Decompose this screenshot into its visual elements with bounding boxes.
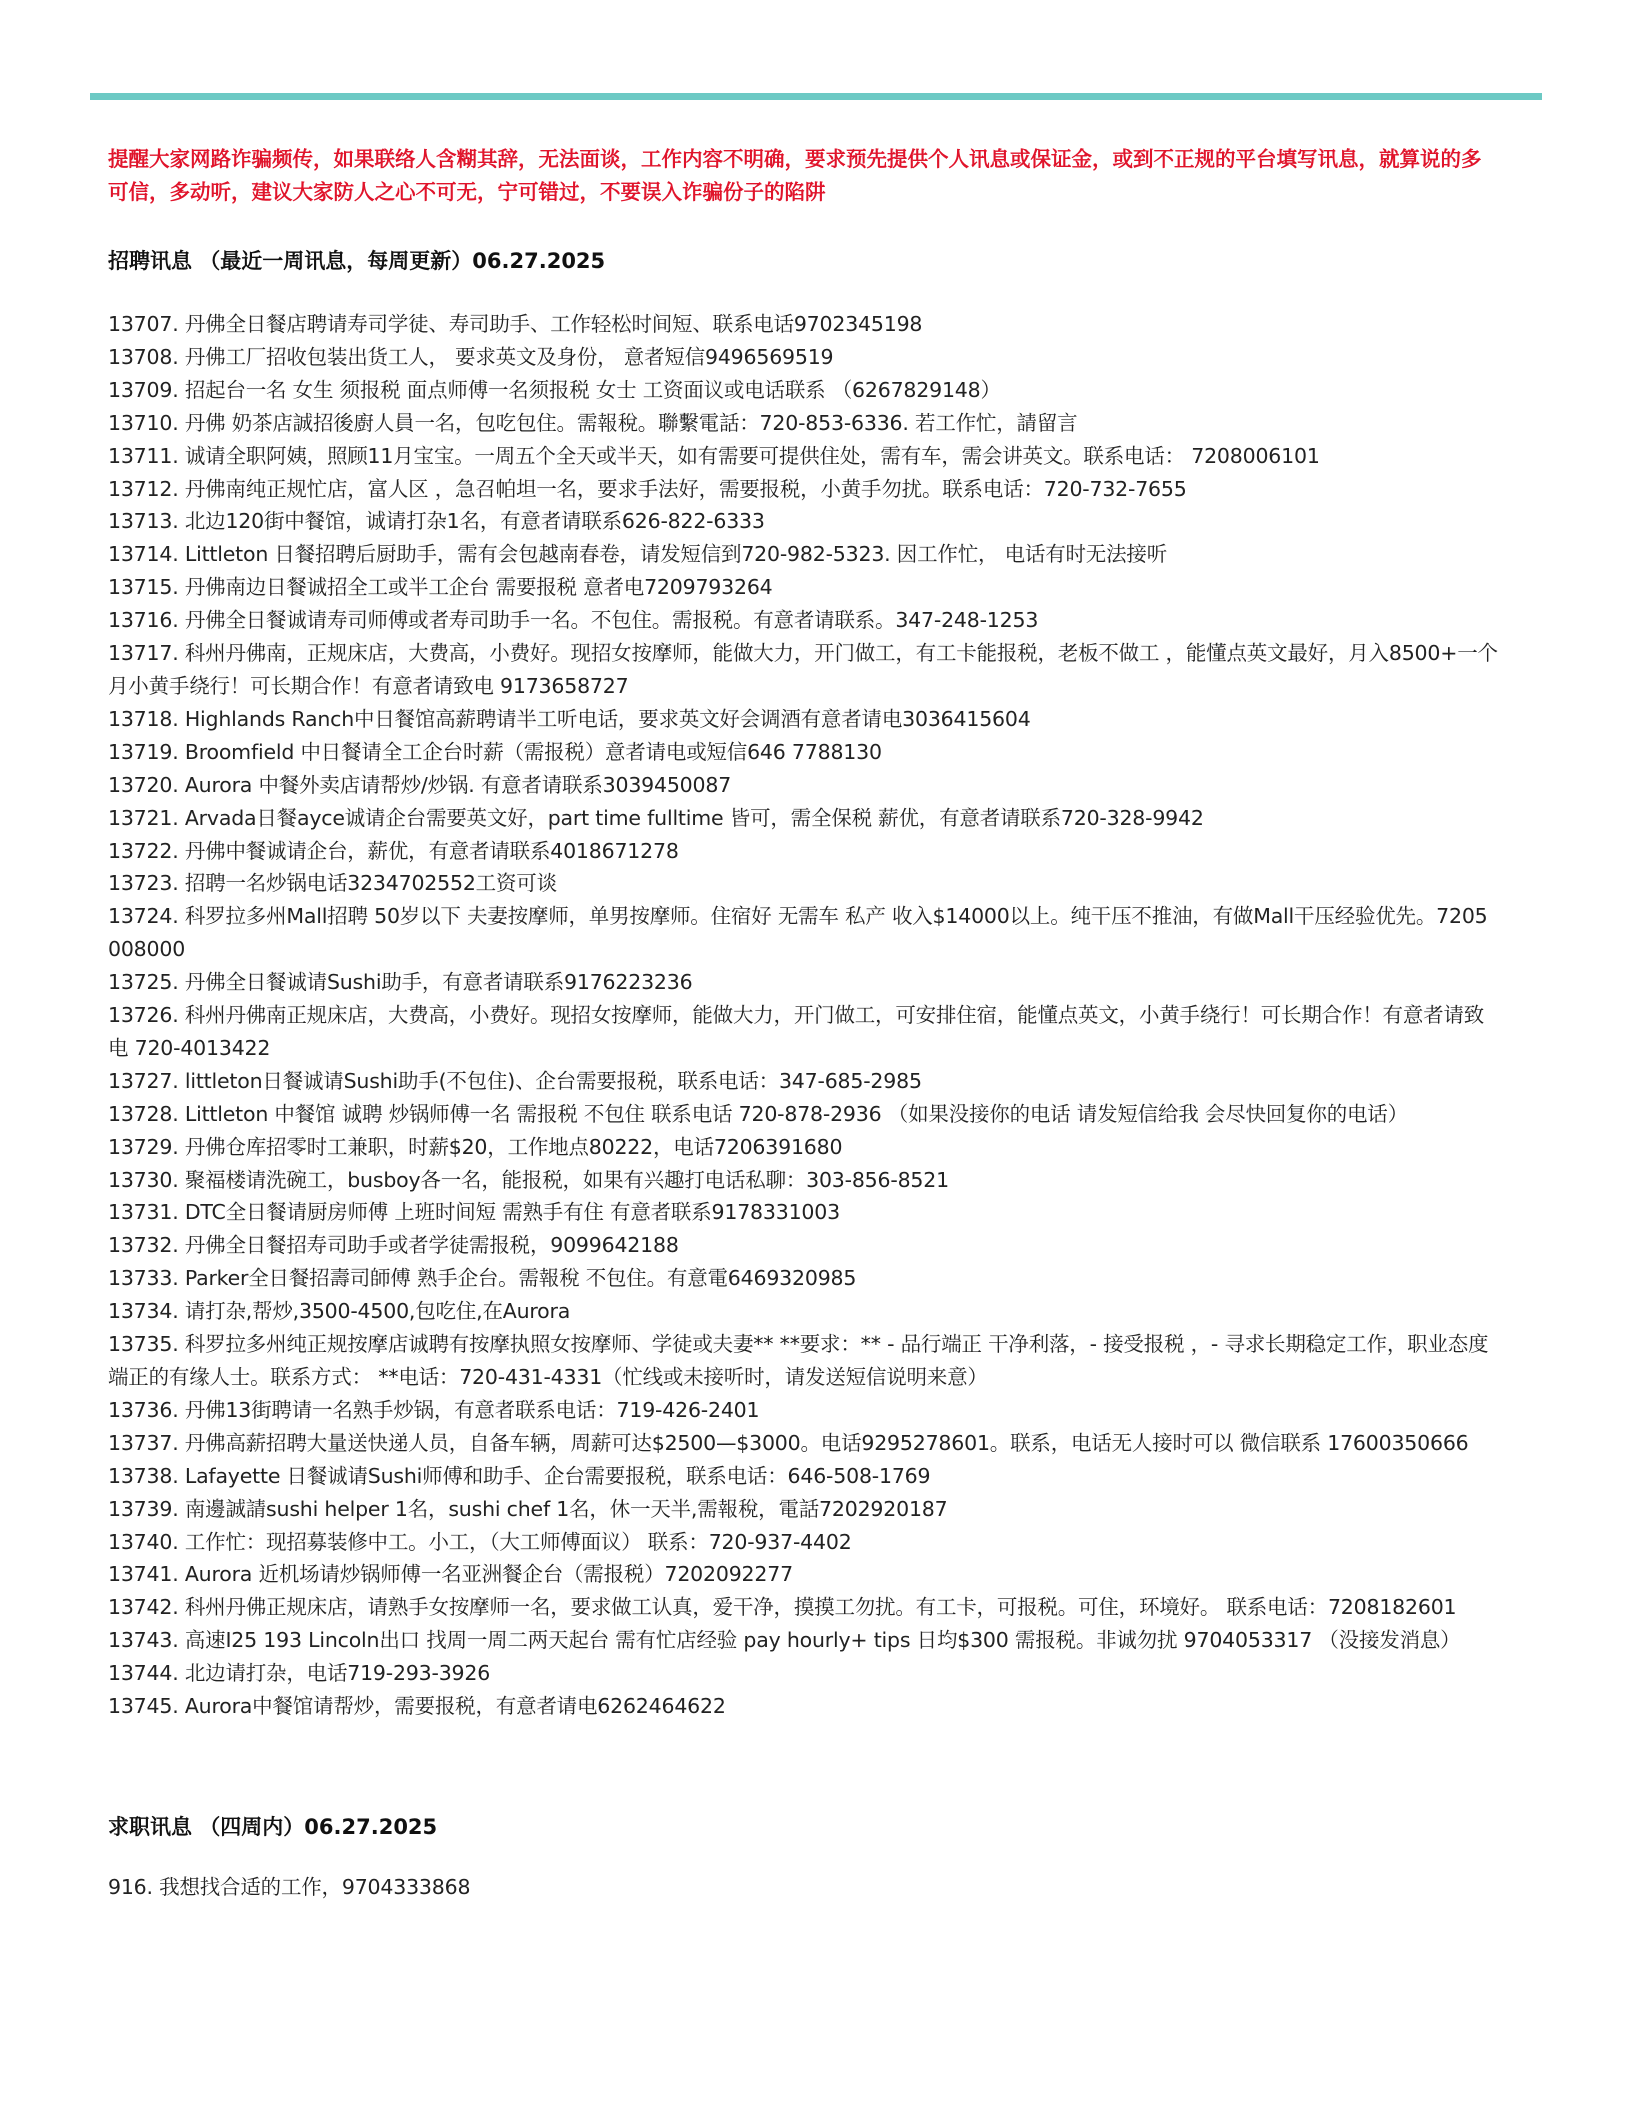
fraud-warning: 提醒大家网路诈骗频传，如果联络人含糊其辞，无法面谈，工作内容不明确，要求预先提供个人讯息或保证金，或到不正规的平台填写讯息，就算说的多可信，多动听，建议大家防人之心不可无，宁可错过，不要误入诈骗份子的陷阱	[108, 147, 1482, 204]
job-listing: 13724. 科罗拉多州Mall招聘 50岁以下 夫妻按摩师，单男按摩师。住宿好 无需车 私产 收入$14000以上。纯干压不推油，有做Mall干压经验优先。7205008000	[108, 904, 1488, 962]
job-listing: 13715. 丹佛南边日餐诚招全工或半工企台 需要报税 意者电7209793264	[108, 575, 773, 600]
job-listing: 13727. littleton日餐诚请Sushi助手(不包住)、企台需要报税，联系电话：347-685-2985	[108, 1068, 922, 1093]
job-listing: 13716. 丹佛全日餐诚请寿司师傅或者寿司助手一名。不包住。需报税。有意者请联系。347-248-1253	[108, 608, 1039, 633]
job-listing: 13712. 丹佛南纯正规忙店，富人区 ，急召帕坦一名，要求手法好，需要报税，小黄手勿扰。联系电话：720-732-7655	[108, 476, 1187, 501]
job-listing: 13709. 招起台一名 女生 须报税 面点师傅一名须报税 女士 工资面议或电话联系 （6267829148）	[108, 377, 1001, 402]
job-listing: 13729. 丹佛仓库招零时工兼职，时薪$20，工作地点80222，电话7206391680	[108, 1134, 843, 1159]
jobs-section-title: 招聘讯息 （最近一周讯息，每周更新）06.27.2025	[108, 249, 606, 273]
job-listing: 13740. 工作忙：现招募装修中工。小工，（大工师傅面议） 联系：720-937-4402	[108, 1529, 852, 1554]
job-listing: 13733. Parker全日餐招壽司師傅 熟手企台。需報稅 不包住。有意電6469320985	[108, 1266, 857, 1291]
job-listing: 13708. 丹佛工厂招收包装出货工人， 要求英文及身份， 意者短信9496569519	[108, 344, 834, 369]
job-listing: 13744. 北边请打杂，电话719-293-3926	[108, 1661, 491, 1686]
page-content	[108, 143, 1500, 1904]
seeking-list	[108, 1871, 1500, 1904]
job-listing: 13731. DTC全日餐请厨房师傅 上班时间短 需熟手有住 有意者联系9178331003	[108, 1200, 840, 1225]
job-listing: 13717. 科州丹佛南，正规床店，大费高，小费好。现招女按摩师，能做大力，开门做工，有工卡能报税，老板不做工 ，能懂点英文最好，月入8500+一个月小黄手绕行！可长期合作！有意者请致电 9173658727	[108, 641, 1498, 698]
job-listing: 13720. Aurora 中餐外卖店请帮炒/炒锅. 有意者请联系3039450087	[108, 772, 732, 797]
seeking-section-title: 求职讯息 （四周内）06.27.2025	[108, 1814, 438, 1839]
job-listing: 13745. Aurora中餐馆请帮炒，需要报税，有意者请电6262464622	[108, 1694, 726, 1719]
job-listing: 13721. Arvada日餐ayce诚请企台需要英文好，part time fulltime 皆可，需全保税 薪优，有意者请联系720-328-9942	[108, 805, 1204, 830]
job-listing: 13710. 丹佛 奶茶店誠招後廚人員一名，包吃包住。需報稅。聯繫電話：720-853-6336. 若工作忙，請留言	[108, 410, 1078, 435]
job-listing: 13741. Aurora 近机场请炒锅师傅一名亚洲餐企台（需报税）7202092277	[108, 1562, 793, 1587]
job-seeking-listing: 916. 我想找合适的工作，9704333868	[108, 1874, 471, 1899]
job-listing: 13743. 高速I25 193 Lincoln出口 找周一周二两天起台 需有忙店经验 pay hourly+ tips 日均$300 需报税。非诚勿扰 9704053317 （没接发消息）	[108, 1628, 1461, 1653]
job-listing: 13722. 丹佛中餐诚请企台，薪优，有意者请联系4018671278	[108, 838, 679, 863]
job-listing: 13730. 聚福楼请洗碗工，busboy各一名，能报税，如果有兴趣打电话私聊：303-856-8521	[108, 1167, 949, 1192]
job-listing: 13728. Littleton 中餐馆 诚聘 炒锅师傅一名 需报税 不包住 联系电话 720-878-2936 （如果没接你的电话 请发短信给我 会尽快回复你的电话）	[108, 1101, 1408, 1126]
job-listing: 13723. 招聘一名炒锅电话3234702552工资可谈	[108, 871, 557, 896]
job-listing: 13739. 南邊誠請sushi helper 1名，sushi chef 1名，休一天半,需報稅，電話7202920187	[108, 1496, 948, 1521]
job-listing: 13742. 科州丹佛正规床店，请熟手女按摩师一名，要求做工认真，爱干净，摸摸工勿扰。有工卡，可报税。可住，环境好。 联系电话：7208182601	[108, 1595, 1457, 1620]
job-listing: 13734. 请打杂,帮炒,3500-4500,包吃住,在Aurora	[108, 1299, 571, 1324]
job-listing: 13711. 诚请全职阿姨，照顾11月宝宝。一周五个全天或半天，如有需要可提供住处，需有车，需会讲英文。联系电话： 7208006101	[108, 443, 1320, 468]
job-listing: 13713. 北边120街中餐馆，诚请打杂1名，有意者请联系626-822-6333	[108, 509, 765, 534]
job-listing: 13732. 丹佛全日餐招寿司助手或者学徒需报税，9099642188	[108, 1233, 679, 1258]
job-listing: 13707. 丹佛全日餐店聘请寿司学徒、寿司助手、工作轻松时间短、联系电话9702345198	[108, 312, 923, 336]
job-listing: 13719. Broomfield 中日餐请全工企台时薪（需报税）意者请电或短信646 7788130	[108, 739, 882, 764]
job-listing: 13718. Highlands Ranch中日餐馆高薪聘请半工听电话，要求英文好会调酒有意者请电3036415604	[108, 706, 1031, 731]
job-listing: 13737. 丹佛高薪招聘大量送快递人员，自备车辆，周薪可达$2500—$3000。电话9295278601。联系，电话无人接时可以 微信联系 17600350666	[108, 1430, 1469, 1455]
job-listing: 13736. 丹佛13街聘请一名熟手炒锅，有意者联系电话：719-426-2401	[108, 1397, 760, 1422]
top-divider	[90, 93, 1542, 100]
job-listing: 13726. 科州丹佛南正规床店，大费高，小费好。现招女按摩师，能做大力，开门做工，可安排住宿，能懂点英文，小黄手绕行！可长期合作！有意者请致电 720-4013422	[108, 1003, 1485, 1060]
job-listing: 13714. Littleton 日餐招聘后厨助手，需有会包越南春卷，请发短信到720-982-5323. 因工作忙， 电话有时无法接听	[108, 542, 1168, 567]
job-listing: 13738. Lafayette 日餐诚请Sushi师傅和助手、企台需要报税，联系电话：646-508-1769	[108, 1463, 931, 1488]
job-listing: 13735. 科罗拉多州纯正规按摩店诚聘有按摩执照女按摩师、学徒或夫妻** **要求：** - 品行端正 干净利落，- 接受报税 ，- 寻求长期稳定工作，职业态度端正的有缘人士。联系方式： **电话：720-431-4331（忙线或未接听时，请发送短信说明来意）	[108, 1332, 1489, 1389]
job-listing: 13725. 丹佛全日餐诚请Sushi助手，有意者请联系9176223236	[108, 970, 693, 995]
jobs-list	[108, 308, 1500, 1723]
